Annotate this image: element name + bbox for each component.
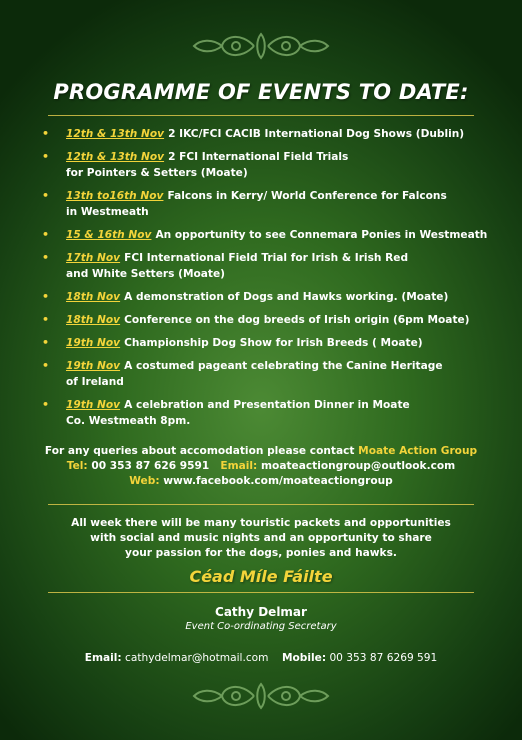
event-date: 13th to16th Nov: [66, 190, 164, 202]
signer-contact: [0, 652, 522, 664]
welcome-heading: Céad Míle Fáilte: [189, 567, 333, 586]
list-item: [42, 335, 492, 351]
event-text: An opportunity to see Connemara Ponies in Westmeath: [155, 229, 488, 241]
week-info: [0, 516, 522, 561]
welcome-divider: [48, 592, 474, 593]
bullet-icon: •: [42, 313, 50, 326]
signer-role: Event Co-ordinating Secretary: [185, 621, 337, 632]
list-item: [42, 149, 492, 181]
event-date: 15 & 16th Nov: [66, 229, 152, 241]
list-item: [42, 289, 492, 305]
event-date: 19th Nov: [66, 337, 121, 349]
tel-number: 00 353 87 626 9591: [91, 460, 210, 472]
bullet-icon: •: [42, 189, 50, 202]
event-text: A costumed pageant celebrating the Canine Heritage: [124, 360, 443, 372]
event-date: 19th Nov: [66, 399, 121, 411]
event-text-continued: Co. Westmeath 8pm.: [66, 415, 191, 427]
web-link[interactable]: www.facebook.com/moateactiongroup: [163, 475, 393, 487]
list-item: [42, 312, 492, 328]
week-line: your passion for the dogs, ponies and hawks.: [125, 547, 397, 559]
event-text: 2 IKC/FCI CACIB International Dog Shows (Dublin): [168, 128, 465, 140]
event-date: 18th Nov: [66, 314, 121, 326]
tel-label: Tel:: [66, 460, 88, 472]
title-divider: [48, 115, 474, 116]
list-item: [42, 358, 492, 390]
bullet-icon: •: [42, 398, 50, 411]
top-flourish-ornament: [186, 26, 336, 66]
bottom-flourish-ornament: [186, 676, 336, 716]
event-text: Conference on the dog breeds of Irish origin (6pm Moate): [124, 314, 470, 326]
email-link[interactable]: moateactiongroup@outlook.com: [261, 460, 456, 472]
event-date: 12th & 13th Nov: [66, 151, 165, 163]
bullet-icon: •: [42, 359, 50, 372]
week-line: All week there will be many touristic packets and opportunities: [71, 517, 451, 529]
bullet-icon: •: [42, 290, 50, 303]
event-text: 2 FCI International Field Trials: [168, 151, 349, 163]
list-item: [42, 227, 492, 243]
list-item: [42, 397, 492, 429]
event-date: 18th Nov: [66, 291, 121, 303]
bullet-icon: •: [42, 127, 50, 140]
events-list: [42, 126, 492, 436]
contact-block: [0, 444, 522, 489]
event-text: FCI International Field Trial for Irish & Irish Red: [124, 252, 409, 264]
list-item: [42, 126, 492, 142]
bullet-icon: •: [42, 251, 50, 264]
signer-email-label: Email:: [84, 652, 122, 664]
event-date: 12th & 13th Nov: [66, 128, 165, 140]
signer-email[interactable]: cathydelmar@hotmail.com: [125, 652, 269, 664]
event-text-continued: of Ireland: [66, 376, 124, 388]
bullet-icon: •: [42, 228, 50, 241]
web-label: Web:: [129, 475, 160, 487]
bullet-icon: •: [42, 336, 50, 349]
event-text-continued: for Pointers & Setters (Moate): [66, 167, 248, 179]
week-line: with social and music nights and an opportunity to share: [90, 532, 432, 544]
event-text: A celebration and Presentation Dinner in Moate: [124, 399, 410, 411]
bullet-icon: •: [42, 150, 50, 163]
page-title: PROGRAMME OF EVENTS TO DATE:: [53, 80, 469, 104]
contact-intro: For any queries about accomodation please contact: [44, 445, 355, 457]
contact-divider: [48, 504, 474, 505]
email-label: Email:: [220, 460, 258, 472]
event-text: Championship Dog Show for Irish Breeds ( Moate): [124, 337, 423, 349]
signer-name: Cathy Delmar: [215, 605, 307, 619]
list-item: [42, 188, 492, 220]
list-item: [42, 250, 492, 282]
signer-mobile: 00 353 87 6269 591: [329, 652, 438, 664]
event-text-continued: in Westmeath: [66, 206, 149, 218]
signer-block: [0, 604, 522, 634]
event-date: 17th Nov: [66, 252, 121, 264]
signer-mobile-label: Mobile:: [281, 652, 327, 664]
event-text-continued: and White Setters (Moate): [66, 268, 226, 280]
contact-group: Moate Action Group: [358, 445, 478, 457]
event-date: 19th Nov: [66, 360, 121, 372]
event-text: Falcons in Kerry/ World Conference for Falcons: [167, 190, 447, 202]
event-text: A demonstration of Dogs and Hawks working. (Moate): [124, 291, 449, 303]
